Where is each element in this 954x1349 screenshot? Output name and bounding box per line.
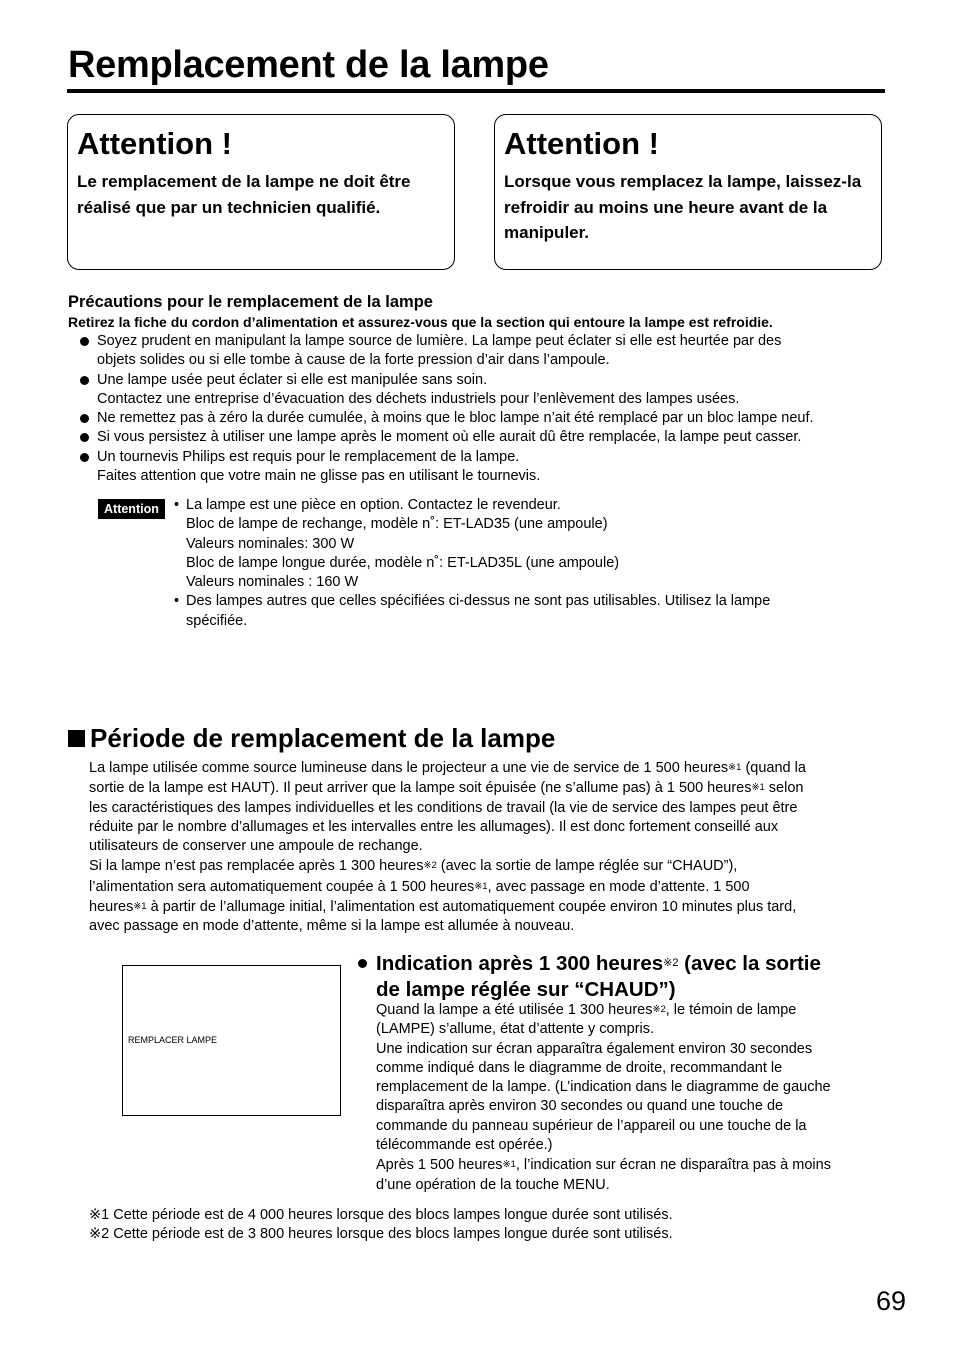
screen-message: REMPLACER LAMPE bbox=[128, 1035, 218, 1045]
list-item: Un tournevis Philips est requis pour le remplacement de la lampe. Faites attention que votre main ne glisse pas en utilisant le tournevis. bbox=[78, 448, 888, 487]
list-item: Si vous persistez à utiliser une lampe après le moment où elle aurait dû être remplacée, la lampe peut casser. bbox=[78, 428, 888, 447]
footnote: ※2 Cette période est de 3 800 heures lorsque des blocs lampes longue durée sont utilisés. bbox=[89, 1226, 673, 1243]
reference-mark: ※2 bbox=[423, 860, 437, 872]
footnotes bbox=[89, 1206, 889, 1245]
list-item: • La lampe est une pièce en option. Contactez le revendeur. Bloc de lampe de rechange, modèle n˚: ET-LAD35 (une ampoule) Valeurs nominales: 300 W Bloc de lampe longue durée, modèle n˚: ET-LAD35L (une ampoule) Valeurs nominales : 160 W bbox=[174, 497, 620, 591]
bullet-dot-icon bbox=[80, 433, 89, 442]
reference-mark: ※1 bbox=[502, 1159, 516, 1171]
screen-diagram bbox=[122, 965, 341, 1116]
paragraph: Si la lampe n’est pas remplacée après 1 300 heures※2 (avec la sortie de lampe réglée sur “CHAUD”), l’alimentation sera automatiquement coupée à 1 500 heures※1, avec passage en mode d’attente. 1 500 heures※1 à partir de l’allumage initial, l’alimentation est automatiquement coupée environ 10 minutes plus tard, avec passage en mode d’attente, même si la lampe est allumée à nouveau. bbox=[89, 858, 797, 935]
reference-mark: ※1 bbox=[751, 782, 765, 794]
title-rule bbox=[67, 89, 885, 93]
page-number: 69 bbox=[876, 1286, 907, 1316]
bullet-dot-icon bbox=[80, 453, 89, 462]
reference-mark: ※1 bbox=[133, 901, 147, 913]
indication-heading: Indication après 1 300 heures※2 (avec la sortie de lampe réglée sur “CHAUD”) bbox=[356, 950, 896, 1003]
period-paragraphs bbox=[89, 758, 889, 937]
precautions-title: Précautions pour le remplacement de la lampe bbox=[68, 293, 433, 311]
small-bullet: • bbox=[174, 593, 180, 610]
bullet-dot-icon bbox=[80, 414, 89, 423]
reference-mark: ※2 bbox=[663, 957, 679, 969]
list-item: Soyez prudent en manipulant la lampe source de lumière. La lampe peut éclater si elle est heurtée par des objets solides ou si elle tombe à cause de la forte pression d’air dans l’ampoule. bbox=[78, 332, 888, 371]
square-bullet-icon bbox=[68, 730, 85, 747]
attention-box-cooling bbox=[494, 114, 882, 270]
precautions-intro: Retirez la fiche du cordon d’alimentation et assurez-vous que la section qui entoure la lampe est refroidie. bbox=[68, 314, 773, 330]
small-bullet: • bbox=[174, 497, 180, 513]
attention-heading: Attention ! bbox=[504, 126, 659, 161]
attention-tag: Attention bbox=[98, 499, 165, 519]
reference-mark: ※1 bbox=[728, 762, 742, 773]
bullet-dot-icon bbox=[358, 959, 367, 968]
indication-text: Quand la lampe a été utilisée 1 300 heures※2, le témoin de lampe (LAMPE) s’allume, état d’attente y compris. Une indication sur écran apparaîtra également environ 30 secondes comme indiqué dans le diagramme de droite, recommandant le remplacement de la lampe. (L’indication dans le diagramme de gauche disparaîtra après environ 30 secondes ou quand une touche de commande du panneau supérieur de l’appareil ou une touche de la télécommande est opérée.) Après 1 500 heures※1, l’indication sur écran ne disparaîtra pas à moins d’une opération de la touche MENU. bbox=[376, 1002, 831, 1193]
list-item: Ne remettez pas à zéro la durée cumulée, à moins que le bloc lampe n’ait été remplacé par un bloc lampe neuf. bbox=[78, 409, 888, 428]
precautions-list bbox=[78, 332, 888, 486]
attention-heading: Attention ! bbox=[77, 126, 232, 161]
page-title: Remplacement de la lampe bbox=[68, 44, 549, 86]
attention-text: Lorsque vous remplacez la lampe, laissez-la refroidir au moins une heure avant de la manipuler. bbox=[504, 172, 862, 242]
reference-mark: ※2 bbox=[652, 1004, 666, 1015]
bullet-dot-icon bbox=[80, 376, 89, 385]
attention-text: Le remplacement de la lampe ne doit être réalisé que par un technicien qualifié. bbox=[77, 172, 411, 217]
section-heading: Période de remplacement de la lampe bbox=[68, 720, 555, 756]
footnote: ※1 Cette période est de 4 000 heures lorsque des blocs lampes longue durée sont utilisés. bbox=[89, 1207, 673, 1223]
list-item: • Des lampes autres que celles spécifiées ci-dessus ne sont pas utilisables. Utilisez la lampe spécifiée. bbox=[174, 593, 771, 629]
paragraph: La lampe utilisée comme source lumineuse dans le projecteur a une vie de service de 1 500 heures※1 (quand la sortie de la lampe est HAUT). Il peut arriver que la lampe soit épuisée (ne s’allume pas) à 1 500 heures※1 selon les caractéristiques des lampes individuelles et les conditions de travail (la vie de service des lampes peut être réduite par le nombre d’allumages et les intervalles entre les allumages). Il est donc fortement conseillé aux utilisateurs de conserver une ampoule de rechange. bbox=[89, 760, 806, 855]
bullet-dot-icon bbox=[80, 337, 89, 346]
attention-note-list bbox=[174, 496, 864, 631]
list-item: Une lampe usée peut éclater si elle est manipulée sans soin. Contactez une entreprise d’évacuation des déchets industriels pour l’enlèvement des lampes usées. bbox=[78, 371, 888, 410]
reference-mark: ※1 bbox=[474, 880, 488, 892]
attention-box-technician bbox=[67, 114, 455, 270]
